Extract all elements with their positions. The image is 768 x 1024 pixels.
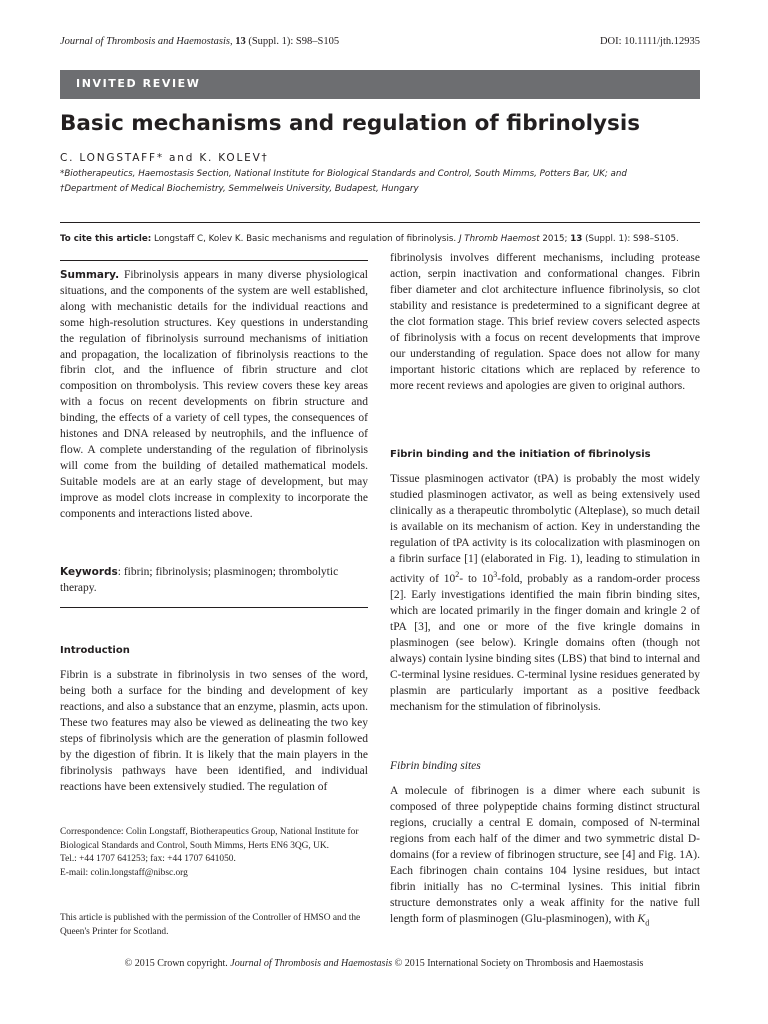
exponent-1: 2: [455, 570, 460, 579]
running-head: [60, 36, 700, 52]
binding-sites-heading: Fibrin binding sites: [390, 760, 481, 772]
citation-text: Longstaff C, Kolev K. Basic mechanisms and regulation of fibrinolysis.: [154, 234, 457, 244]
intro-continuation: fibrinolysis involves different mechanisms, including protease action, serpin inactivation and conformational changes. Fibrin fiber diameter and clot architecture influence fibrinolysis, so clot stability and resistance is predetermined to a significant degree at the clot formation stage. This brief review covers selected aspects of fibrinolysis with a focus on recent developments that improve our understanding of regulation. Space does not allow for many important historic citations which are replaced by reference to more recent reviews and apologies are given to original authors.: [390, 252, 700, 392]
keywords: [60, 565, 368, 597]
keywords-label: Keywords: [60, 566, 118, 578]
doi[interactable]: DOI: 10.1111/jth.12935: [599, 36, 700, 47]
abstract: [60, 268, 368, 523]
correspondence-address: Correspondence: Colin Longstaff, Biotherapeutics Group, National Institute for Biological Standards and Control, South Mimms, Herts EN6 3QG, UK.: [60, 827, 359, 851]
citation-journal: J Thromb Haemost: [458, 234, 540, 244]
affiliation-1: *Biotherapeutics, Haemostasis Section, National Institute for Biological Standards and Control, South Mimms, Potters Bar, UK; and: [60, 169, 627, 179]
introduction-heading: Introduction: [60, 645, 130, 656]
abstract-text: Fibrinolysis appears in many diverse physiological situations, and the components of the system are well established, along with mechanistic details for the individual reactions and some high-resolution structures. Key questions in understanding the regulation of fibrinolysis surround mechanisms of initiation and propagation, the localization of fibrinolysis reactions to the fibrin clot, and the influence of fibrin structure and clot composition on thrombolysis. This review covers these key areas with a focus on recent developments on fibrin structure and binding, the effects of a variety of cell types, the consequences of histones and DNA released by neutrophils, and the influence of flow. A complete understanding of the regulation of fibrinolysis will come from the building of detailed mathematical models. Suitable models are at an early stage of development, but may improve as model clots increase in complexity to incorporate the components and interactions listed above.: [60, 269, 369, 520]
footer-journal: Journal of Thrombosis and Haemostasis: [230, 958, 393, 969]
exponent-2: 3: [493, 570, 498, 579]
article-title: Basic mechanisms and regulation of fibrinolysis: [60, 111, 640, 136]
journal-volume: 13: [235, 36, 246, 47]
right-column-intro: [390, 250, 700, 394]
journal-reference: [60, 36, 339, 47]
fibrin-binding-part1: Tissue plasminogen activator (tPA) is probably the most widely studied plasminogen activator, as well as being extensively used clinically as a therapeutic thrombolytic (Alteplase), so much detail is available on its mechanism of action. Key in understanding the regulation of tPA activity is its colocalization with plasminogen on a fibrin surface [1] (elaborated in Fig. 1), leading to stimulation in activity of 10: [390, 473, 700, 585]
fibrin-binding-paragraph: [390, 471, 700, 715]
author-list: C. LONGSTAFF* and K. KOLEV†: [60, 152, 269, 164]
fibrin-binding-part3: -fold, probably as a random-order process [2]. Early investigations identified the main fibrin binding sites, which are located primarily in the finger domain and kringle 2 of tPA [3], and one or more of the five kringle domains in plasminogen (see below). Kringle domains often (though not always) contain lysine binding sites (LBS) that bind to internal and C-terminal lysine residues. C-terminal lysine residues generated by plasmin are particularly important as a positive feedback mechanism for the stimulation of fibrinolysis.: [390, 572, 700, 713]
journal-name: Journal of Thrombosis and Haemostasis,: [60, 36, 233, 47]
abstract-block: [60, 260, 368, 608]
article-type-label: INVITED REVIEW: [76, 77, 201, 90]
kd-subscript: d: [645, 918, 650, 928]
correspondence-email[interactable]: E-mail: colin.longstaff@nibsc.org: [60, 867, 188, 878]
binding-sites-body: A molecule of fibrinogen is a dimer where each subunit is composed of three polypeptide chains forming distinct structural regions, crucially a central E domain, composed of N-terminal regions from each half of the dimer and two symmetric distal D-domains (for a review of fibrinogen structure, see [4] and Fig. 1A). Each fibrinogen chain contains 104 lysine residues, but intact fibrin initially has no C-terminal lysines. This initial fibrin structure demonstrates only a weak affinity for the native full length form of plasminogen (Glu-plasminogen), with: [390, 785, 700, 925]
citation: [60, 234, 679, 244]
citation-year: 2015;: [542, 234, 568, 244]
footer-copyright-2: © 2015 International Society on Thrombosis and Haemostasis: [394, 958, 644, 969]
correspondence-phone: Tel.: +44 1707 641253; fax: +44 1707 641050.: [60, 854, 236, 864]
abstract-label: Summary.: [60, 269, 120, 281]
kd-symbol: K: [637, 913, 646, 925]
introduction-text: [60, 667, 368, 795]
journal-pages: (Suppl. 1): S98–S105: [248, 36, 340, 47]
fibrin-binding-part2: - to 10: [459, 572, 494, 585]
citation-label: To cite this article:: [60, 234, 152, 244]
fibrin-binding-heading: Fibrin binding and the initiation of fibrinolysis: [390, 449, 651, 460]
keywords-text: : fibrin; fibrinolysis; plasminogen; thrombolytic therapy.: [60, 566, 339, 594]
affiliation-2: †Department of Medical Biochemistry, Semmelweis University, Budapest, Hungary: [60, 184, 419, 194]
introduction-paragraph: Fibrin is a substrate in fibrinolysis in two senses of the word, being both a surface for the binding and development of key reactions, and also a substance that an enzyme, plasmin, acts upon. These two features may also be viewed as delineating the two key steps of fibrinolysis which are the generation of plasmin followed by the digestion of fibrin. It is likely that the main players in the fibrinolysis pathways have been identified, and individual reactions have been extensively studied. The regulation of: [60, 669, 368, 793]
footer-copyright-1: © 2015 Crown copyright.: [124, 958, 228, 969]
permission-note: This article is published with the permission of the Controller of HMSO and the Queen's Printer for Scotland.: [60, 913, 361, 937]
binding-sites-text: [390, 783, 700, 931]
citation-box: [60, 222, 700, 250]
page-footer: [0, 958, 768, 969]
article-type-banner: [60, 70, 700, 99]
citation-pages: (Suppl. 1): S98–S105.: [585, 234, 679, 244]
fibrin-binding-text: [390, 471, 700, 715]
correspondence-block: [60, 826, 368, 880]
binding-sites-paragraph: [390, 783, 700, 931]
citation-volume: 13: [570, 234, 583, 244]
